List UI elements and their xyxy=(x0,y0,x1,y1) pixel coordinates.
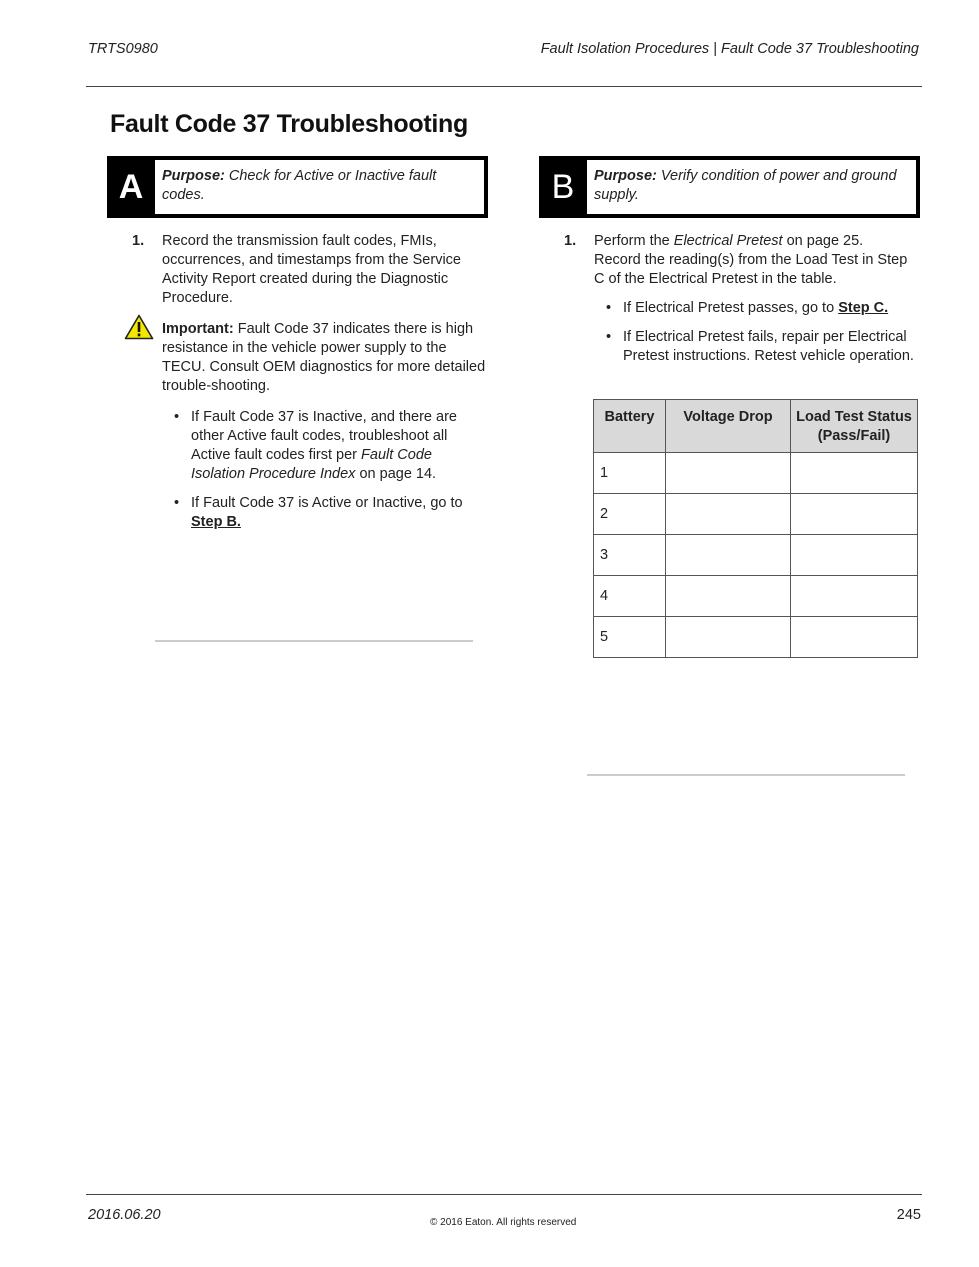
battery-cell: 5 xyxy=(594,617,666,658)
table-row xyxy=(594,576,918,617)
important-label: Important: xyxy=(162,321,234,337)
step-b-purpose xyxy=(594,167,908,205)
fault-code-index-ref[interactable]: Fault Code Isolation Procedure Index xyxy=(191,447,432,482)
step-a-letter: A xyxy=(107,156,155,218)
step-a-bullet-1-tail: on page 14. xyxy=(359,466,437,482)
table-header-row xyxy=(594,400,918,453)
page-title: Fault Code 37 Troubleshooting xyxy=(110,110,468,138)
load-test-status-cell[interactable] xyxy=(791,535,918,576)
page-number: 245 xyxy=(896,1207,921,1223)
step-a-bullet-1-text: If Fault Code 37 is Inactive, and there are other Active fault codes, troubleshoot all Active fault codes first per xyxy=(191,409,457,463)
table-row xyxy=(594,617,918,658)
step-a-box xyxy=(107,156,488,218)
step-b-bullet-2 xyxy=(623,328,915,366)
step-b-letter: B xyxy=(539,156,587,218)
important-note xyxy=(162,320,488,396)
step-b-purpose-text: Verify condition of power and ground supply. xyxy=(594,168,897,203)
footer-copyright: © 2016 Eaton. All rights reserved xyxy=(430,1217,577,1228)
load-test-status-cell[interactable] xyxy=(791,453,918,494)
table-row xyxy=(594,453,918,494)
step-a-bullet-2 xyxy=(191,494,483,532)
battery-table xyxy=(593,399,918,658)
step-a-end-rule xyxy=(155,640,473,642)
step-b-item-pre: Perform the xyxy=(594,233,670,249)
battery-cell: 2 xyxy=(594,494,666,535)
load-test-status-cell[interactable] xyxy=(791,494,918,535)
col-header-battery: Battery xyxy=(594,400,666,453)
step-a-purpose-text: Check for Active or Inactive fault codes. xyxy=(162,168,437,203)
step-a-bullet-2-text: If Fault Code 37 is Active or Inactive, go to xyxy=(191,495,463,511)
step-c-link[interactable]: Step C. xyxy=(838,300,889,316)
battery-cell: 4 xyxy=(594,576,666,617)
table-row xyxy=(594,535,918,576)
col-header-load-test-status: Load Test Status (Pass/Fail) xyxy=(791,400,918,453)
load-test-status-cell[interactable] xyxy=(791,617,918,658)
footer-date: 2016.06.20 xyxy=(88,1207,161,1223)
voltage-drop-cell[interactable] xyxy=(666,576,791,617)
load-test-status-cell[interactable] xyxy=(791,576,918,617)
electrical-pretest-ref[interactable]: Electrical Pretest xyxy=(673,233,783,249)
step-a-item-number: 1. xyxy=(132,233,145,249)
header-rule xyxy=(86,86,922,87)
step-b-item-post: on page 25. Record the reading(s) from the Load Test in Step C of the Electrical Pretest in the table. xyxy=(594,233,908,287)
step-b-box xyxy=(539,156,920,218)
footer-rule xyxy=(86,1194,922,1195)
step-b-item-text xyxy=(594,232,912,289)
document-id: TRTS0980 xyxy=(88,41,158,57)
step-a-purpose xyxy=(162,167,476,205)
step-b-bullet-1 xyxy=(623,299,913,318)
section-header: Fault Isolation Procedures | Fault Code 37 Troubleshooting xyxy=(540,41,919,57)
step-b-item-number: 1. xyxy=(564,233,577,249)
step-a-purpose-label: Purpose: xyxy=(162,168,225,184)
table-row xyxy=(594,494,918,535)
step-a-bullet-1 xyxy=(191,408,483,484)
voltage-drop-cell[interactable] xyxy=(666,494,791,535)
battery-cell: 3 xyxy=(594,535,666,576)
voltage-drop-cell[interactable] xyxy=(666,453,791,494)
col-header-voltage-drop: Voltage Drop xyxy=(666,400,791,453)
voltage-drop-cell[interactable] xyxy=(666,535,791,576)
step-b-bullet-2-text: If Electrical Pretest fails, repair per Electrical Pretest instructions. Retest vehicle operation. xyxy=(623,329,914,364)
battery-cell: 1 xyxy=(594,453,666,494)
step-a-item-text: Record the transmission fault codes, FMIs, occurrences, and timestamps from the Service Activity Report created during the Diagnostic Procedure. xyxy=(162,233,461,306)
important-text: Fault Code 37 indicates there is high resistance in the vehicle power supply to the TECU. Consult OEM diagnostics for more detailed trouble-shooting. xyxy=(162,321,486,394)
step-b-purpose-label: Purpose: xyxy=(594,168,657,184)
step-b-end-rule xyxy=(587,774,905,776)
voltage-drop-cell[interactable] xyxy=(666,617,791,658)
step-b-link[interactable]: Step B. xyxy=(191,514,241,530)
warning-triangle-icon xyxy=(124,314,154,340)
step-b-bullet-1-text: If Electrical Pretest passes, go to xyxy=(623,300,835,316)
